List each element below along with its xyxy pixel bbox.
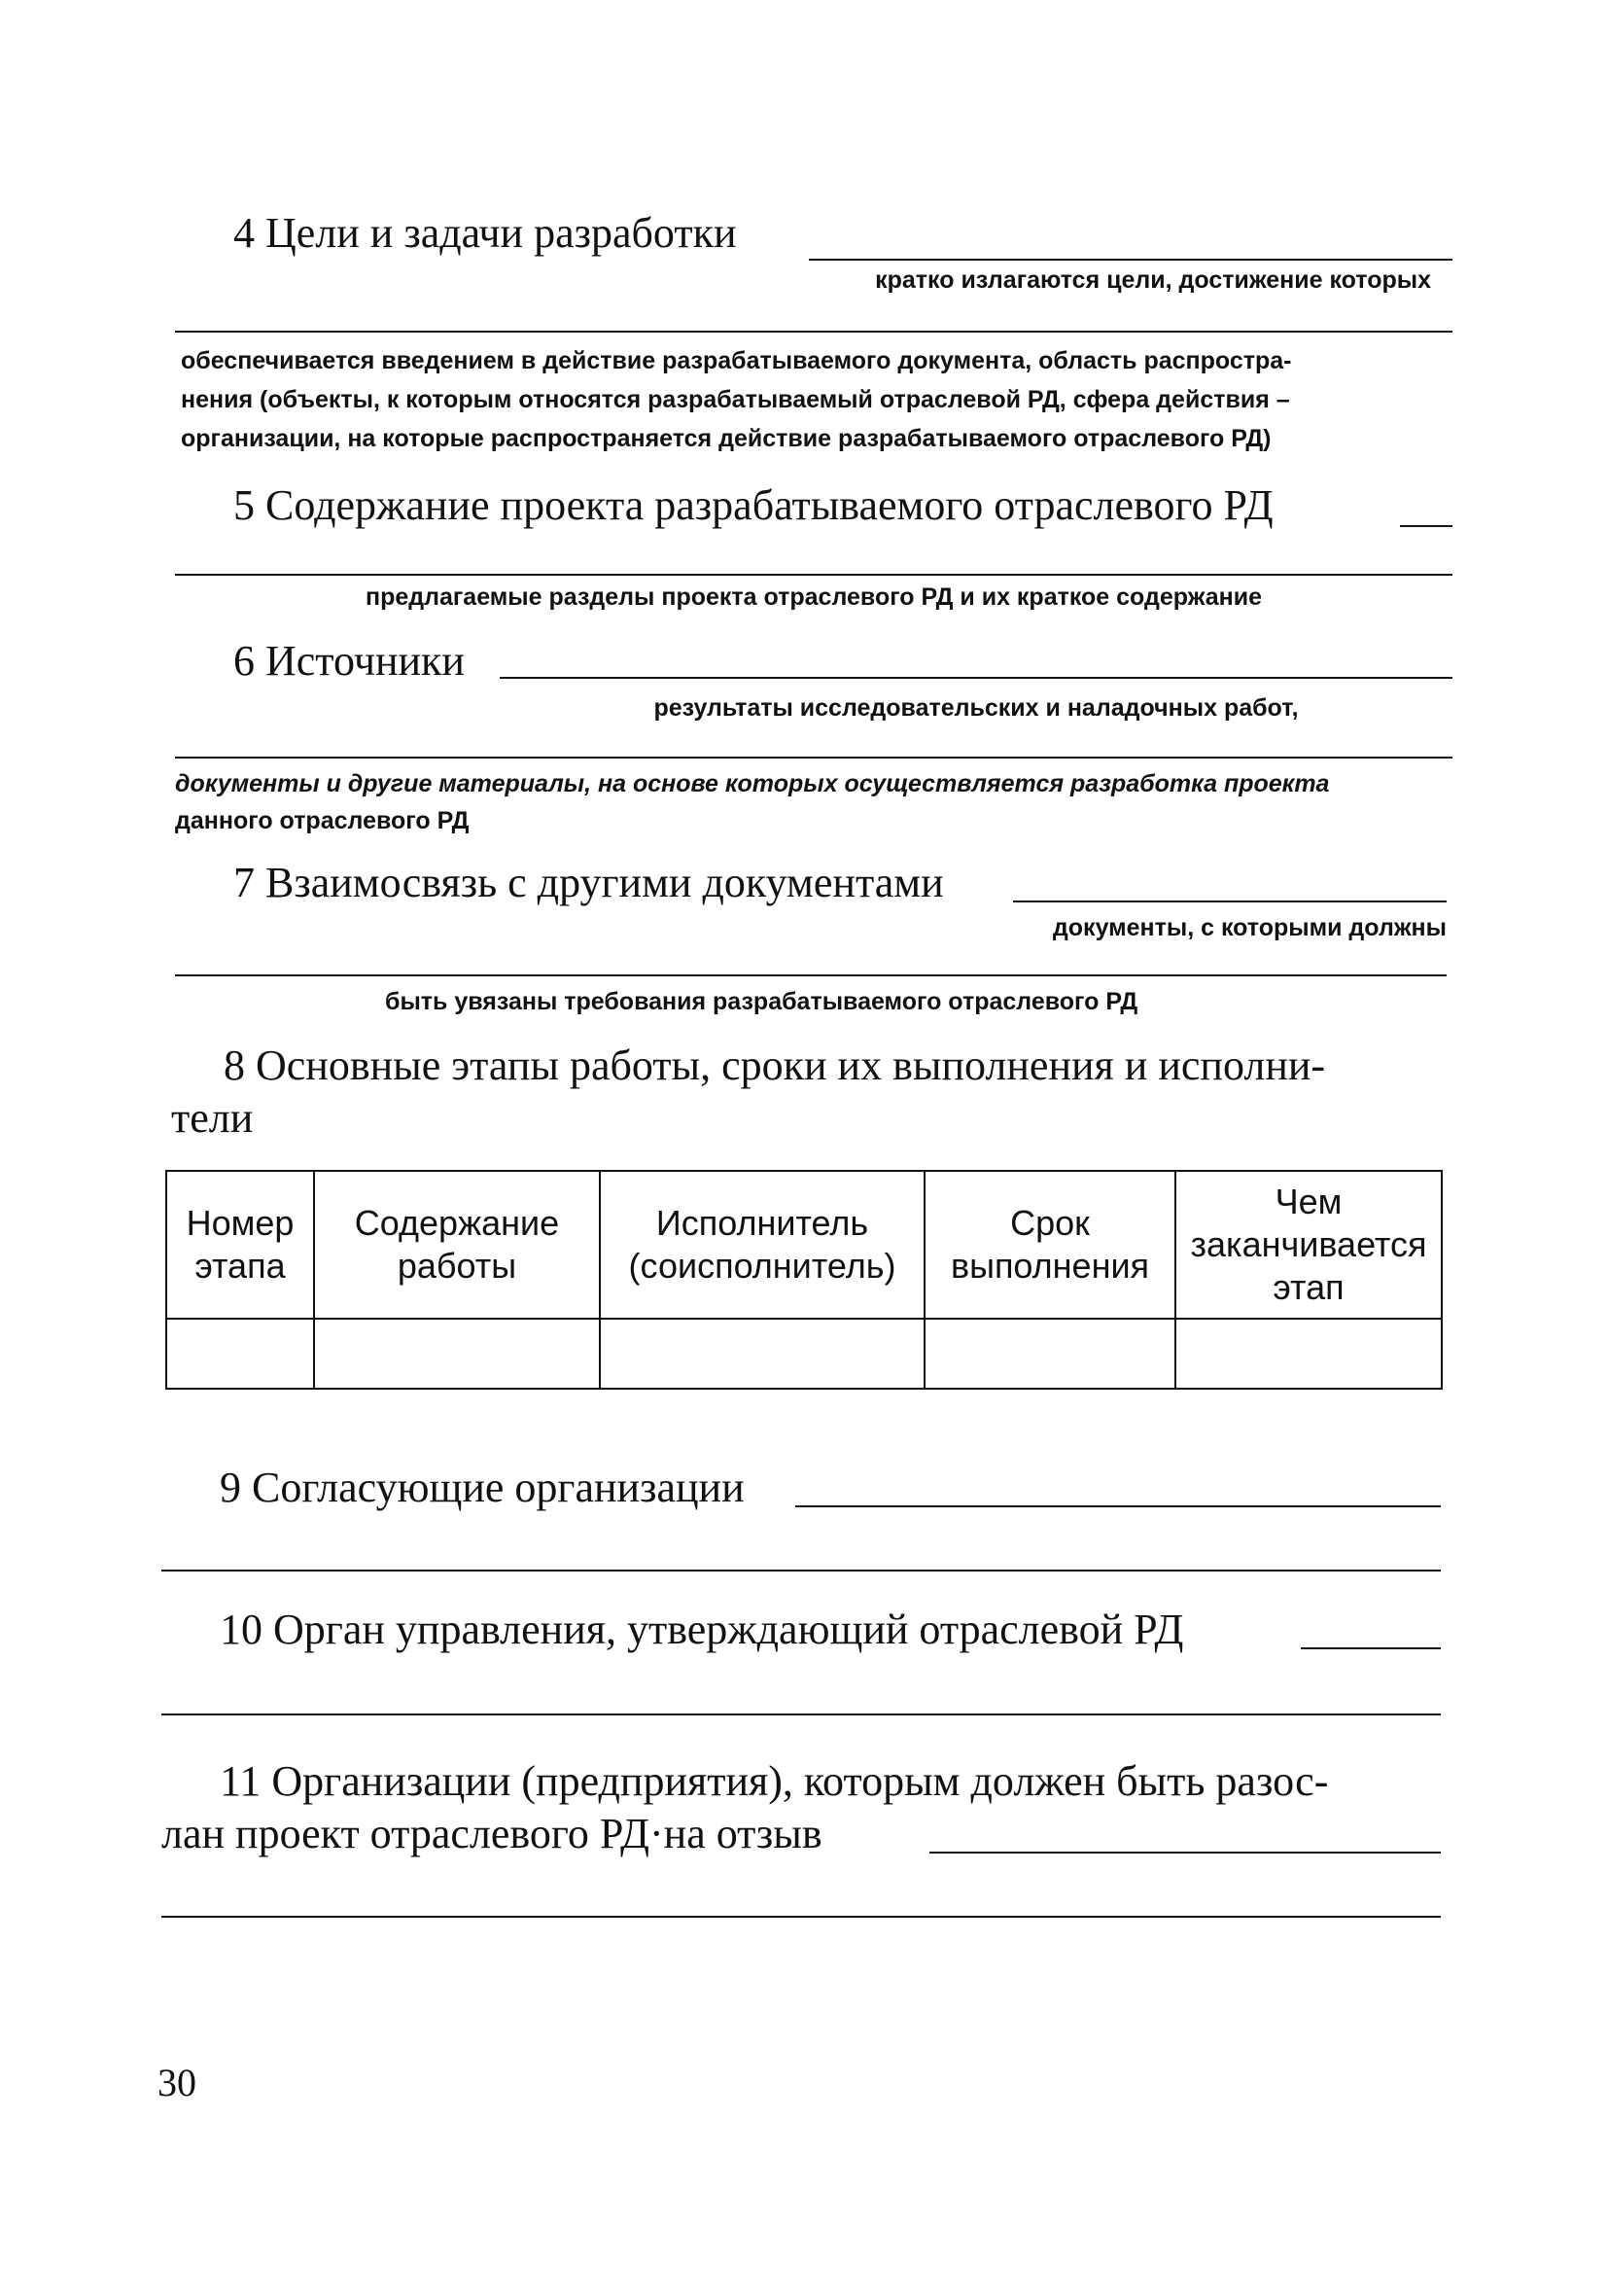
section-7-note-line1: документы, с которыми должны [1052,914,1447,941]
table-row [166,1319,1442,1389]
header-stage-number-line1: Номер [186,1203,295,1243]
section-8-heading-line2: тели [171,1094,254,1142]
section-6-heading: 6 Источники [233,637,465,685]
section-9-heading: 9 Согласующие организации [220,1464,745,1511]
header-executor-line2: (соисполнитель) [628,1246,896,1286]
header-executor-line1: Исполнитель [655,1203,869,1243]
header-stage-result-line3: этап [1273,1267,1345,1307]
section-8-heading-line1: 8 Основные этапы работы, сроки их выполнения и исполни- [224,1042,1326,1089]
section-9-continuation-line [161,1570,1441,1572]
section-10-continuation-line [161,1713,1441,1715]
table-cell-work-content [314,1319,600,1389]
section-4-note-line3: нения (объекты, к которым относятся разрабатываемый отраслевой РД, сфера действия – [181,386,1290,413]
table-header-row [166,1171,1442,1319]
header-executor [600,1171,925,1319]
header-work-content-line1: Содержание [354,1203,560,1243]
section-5-heading: 5 Содержание проекта разрабатываемого отраслевого РД [233,481,1274,529]
header-deadline-line2: выполнения [950,1246,1150,1286]
section-5-note: предлагаемые разделы проекта отраслевого РД и их краткое содержание [365,583,1263,611]
stages-table [165,1170,1443,1390]
section-11-fill-line [929,1852,1441,1854]
table-cell-executor [600,1319,925,1389]
section-11-continuation-line [161,1916,1441,1918]
section-4-note-line1: кратко излагаются цели, достижение которых [875,266,1431,294]
section-4-heading: 4 Цели и задачи разработки [233,209,737,257]
section-10-fill-line [1301,1647,1441,1649]
table-cell-stage-result [1175,1319,1442,1389]
table-cell-stage-number [166,1319,314,1389]
header-deadline-line1: Срок [1010,1203,1090,1243]
section-7-continuation-line [175,974,1447,976]
section-6-note-line2: документы и другие материалы, на основе которых осуществляется разработка проекта [175,770,1330,797]
section-4-note-line2: обеспечивается введением в действие разрабатываемого документа, область распростра- [181,347,1292,374]
section-10-heading: 10 Орган управления, утверждающий отраслевой РД [220,1606,1184,1653]
header-stage-number-line2: этапа [194,1246,286,1286]
header-stage-result-line1: Чем [1275,1182,1343,1221]
header-stage-result-line2: заканчивается [1190,1224,1427,1264]
header-work-content [314,1171,600,1319]
section-11-heading-line1: 11 Организации (предприятия), которым должен быть разос- [220,1757,1329,1805]
header-deadline [925,1171,1175,1319]
header-stage-result [1175,1171,1442,1319]
section-4-note-line4: организации, на которые распространяется действие разрабатываемого отраслевого РД) [181,425,1272,452]
section-4-continuation-line [175,331,1452,333]
section-4-fill-line [809,259,1452,261]
section-5-continuation-line [175,574,1452,576]
section-7-note-line2: быть увязаны требования разрабатываемого отраслевого РД [385,988,1138,1015]
section-11-heading-line2: лан проект отраслевого РД·на отзыв [161,1810,822,1857]
header-stage-number [166,1171,314,1319]
table-cell-deadline [925,1319,1175,1389]
section-9-fill-line [795,1505,1441,1507]
section-7-heading: 7 Взаимосвязь с другими документами [233,859,944,906]
page-number: 30 [157,2061,196,2104]
section-6-note-line3: данного отраслевого РД [175,807,470,834]
header-work-content-line2: работы [397,1246,517,1286]
section-6-note-line1: результаты исследовательских и наладочных работ, [653,694,1299,722]
section-5-fill-line [1400,525,1452,527]
section-7-fill-line [1013,901,1447,902]
section-6-fill-line [500,677,1452,679]
section-6-continuation-line [175,757,1452,759]
